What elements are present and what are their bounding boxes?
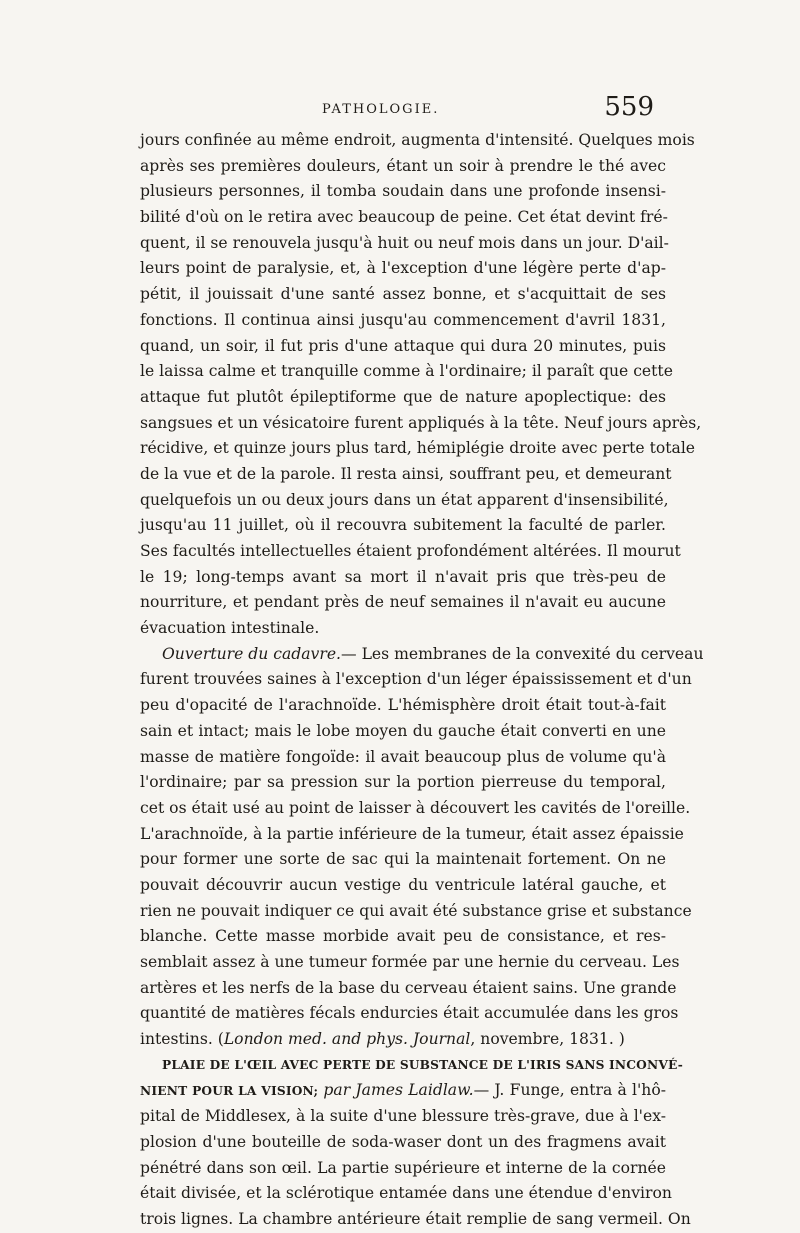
text-line: le 19; long-temps avant sa mort il n'avait pris que très-peu de xyxy=(140,567,666,586)
text-line: plusieurs personnes, il tomba soudain dans une profonde insensi- xyxy=(140,182,666,201)
text-line: était divisée, et la sclérotique entamée dans une étendue d'environ xyxy=(140,1184,672,1203)
text-line: quelquefois un ou deux jours dans un état apparent d'insensibilité, xyxy=(140,490,669,509)
text-line: pour former une sorte de sac qui la maintenait fortement. On ne xyxy=(140,850,666,869)
text-line: quantité de matières fécals endurcies était accumulée dans les gros xyxy=(140,1004,679,1023)
page-header xyxy=(140,92,660,124)
text-line: attaque fut plutôt épileptiforme que de nature apoplectique: des xyxy=(140,387,666,406)
text-line: pouvait découvrir aucun vestige du ventricule latéral gauche, et xyxy=(140,875,666,894)
paragraph-eye-wound xyxy=(140,1053,691,1233)
text-line: blanche. Cette masse morbide avait peu de consistance, et res- xyxy=(140,927,666,946)
paragraph-autopsy xyxy=(140,642,704,1053)
text-line: pénétré dans son œil. La partie supérieure et interne de la cornée xyxy=(140,1158,666,1177)
text-line: rien ne pouvait indiquer ce qui avait été substance grise et substance xyxy=(140,901,692,920)
text-line: quand, un soir, il fut pris d'une attaque qui dura 20 minutes, puis xyxy=(140,336,666,355)
text-line: L'arachnoïde, à la partie inférieure de la tumeur, était assez épaissie xyxy=(140,824,684,843)
text-line: nourriture, et pendant près de neuf semaines il n'avait eu aucune xyxy=(140,593,666,612)
text-line: récidive, et quinze jours plus tard, hémiplégie droite avec perte totale xyxy=(140,439,696,458)
text-fragment: intestins. ( xyxy=(140,1030,224,1049)
text-fragment: — Les membranes de la convexité du cerveau xyxy=(341,644,704,663)
running-title: PATHOLOGIE. xyxy=(322,102,440,117)
text-line: le laissa calme et tranquille comme à l'ordinaire; il paraît que cette xyxy=(140,362,673,381)
text-line: sangsues et un vésicatoire furent appliqués à la tête. Neuf jours après, xyxy=(140,413,702,432)
text-line: l'ordinaire; par sa pression sur la portion pierreuse du temporal, xyxy=(140,773,666,792)
text-fragment: — J. Funge, entra à l'hô- xyxy=(473,1081,666,1100)
text-line: après ses premières douleurs, étant un soir à prendre le thé avec xyxy=(140,156,666,175)
text-line: pital de Middlesex, à la suite d'une blessure très-grave, due à l'ex- xyxy=(140,1107,666,1126)
text-line: pétit, il jouissait d'une santé assez bonne, et s'acquittait de ses xyxy=(140,285,666,304)
text-line: peu d'opacité de l'arachnoïde. L'hémisphère droit était tout-à-fait xyxy=(140,696,666,715)
text-line: sain et intact; mais le lobe moyen du gauche était converti en une xyxy=(140,721,666,740)
text-line xyxy=(140,1078,666,1104)
text-line: plosion d'une bouteille de soda-waser dont un des fragmens avait xyxy=(140,1132,666,1151)
paragraph-case-history xyxy=(140,128,702,642)
text-fragment: , novembre, 1831. ) xyxy=(470,1030,625,1049)
author-name: par James Laidlaw. xyxy=(323,1081,474,1100)
section-heading: PLAIE DE L'ŒIL AVEC PERTE DE SUBSTANCE DE L'IRIS SANS INCONVÉ- xyxy=(162,1057,683,1072)
text-line: jusqu'au 11 juillet, où il recouvra subitement la faculté de parler. xyxy=(140,516,666,535)
text-line xyxy=(140,642,704,668)
text-line: leurs point de paralysie, et, à l'exception d'une légère perte d'ap- xyxy=(140,259,666,278)
text-line: furent trouvées saines à l'exception d'un léger épaississement et d'un xyxy=(140,670,692,689)
text-line: semblait assez à une tumeur formée par une hernie du cerveau. Les xyxy=(140,953,680,971)
text-line: cet os était usé au point de laisser à découvert les cavités de l'oreille. xyxy=(140,798,691,817)
text-line: artères et les nerfs de la base du cerveau étaient sains. Une grande xyxy=(140,978,677,997)
text-line: bilité d'où on le retira avec beaucoup de peine. Cet état devint fré- xyxy=(140,208,668,227)
text-line: trois lignes. La chambre antérieure était remplie de sang vermeil. On xyxy=(140,1209,691,1228)
body-text xyxy=(140,128,704,1233)
text-line: évacuation intestinale. xyxy=(140,619,320,638)
section-heading-cont: NIENT POUR LA VISION; xyxy=(140,1084,319,1099)
autopsy-title: Ouverture du cadavre. xyxy=(162,644,342,663)
citation-line xyxy=(140,1027,666,1053)
text-line: fonctions. Il continua ainsi jusqu'au commencement d'avril 1831, xyxy=(140,310,666,329)
page-number: 559 xyxy=(604,92,654,122)
journal-title: London med. and phys. Journal xyxy=(223,1030,471,1049)
text-line: de la vue et de la parole. Il resta ainsi, souffrant peu, et demeurant xyxy=(140,464,672,483)
text-line: quent, il se renouvela jusqu'à huit ou neuf mois dans un jour. D'ail- xyxy=(140,233,669,252)
text-line: Ses facultés intellectuelles étaient profondément altérées. Il mourut xyxy=(140,542,681,560)
text-line: jours confinée au même endroit, augmenta d'intensité. Quelques mois xyxy=(140,131,695,149)
text-line: masse de matière fongoïde: il avait beaucoup plus de volume qu'à xyxy=(140,747,666,766)
